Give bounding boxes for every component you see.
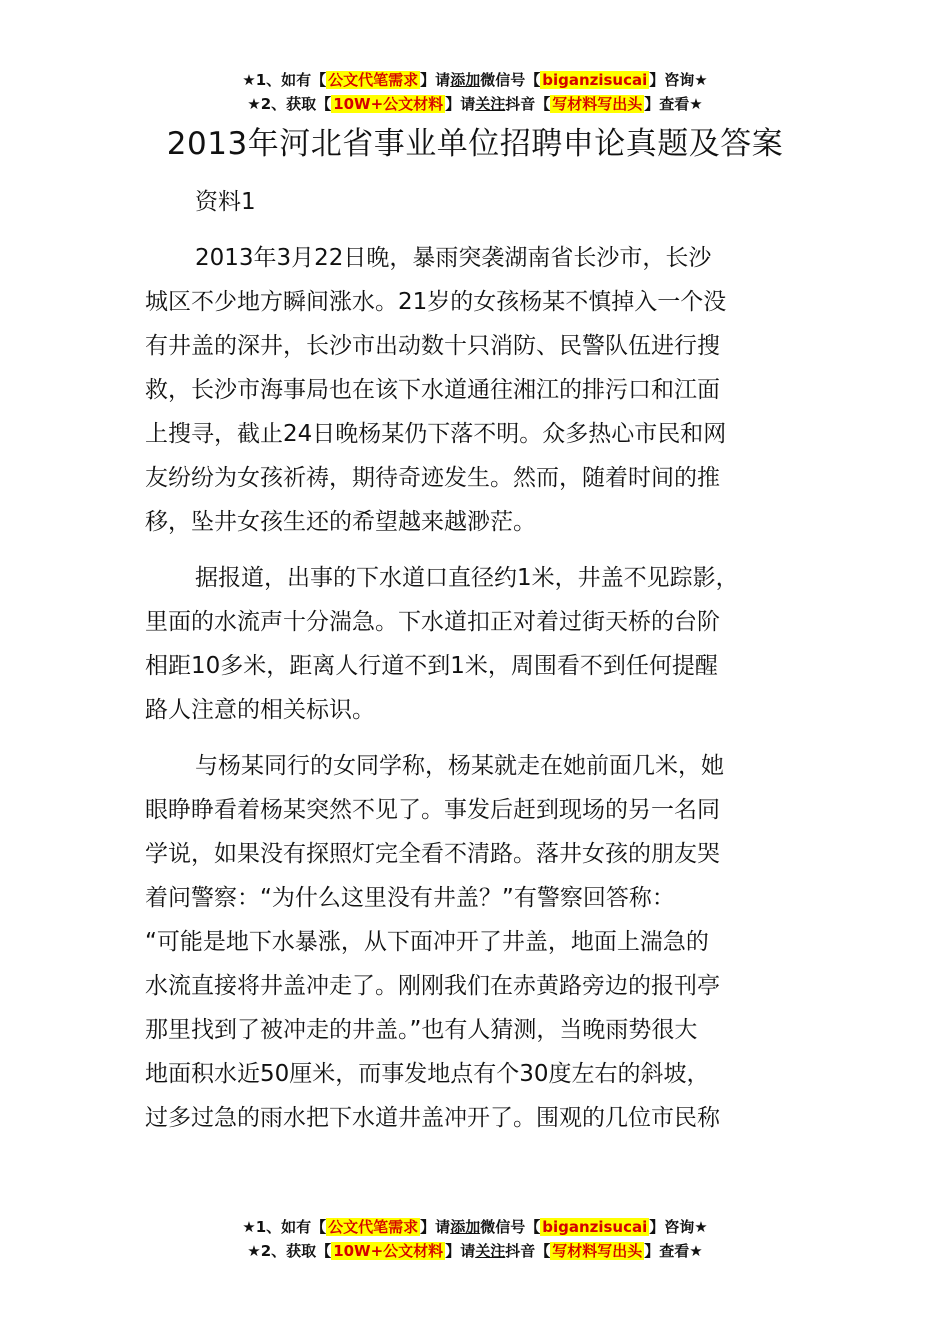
highlight-douyin-account: 写材料写出头 [552,95,643,113]
banner-text: 抖音【 [505,1242,551,1260]
text-line: 与杨某同行的女同学称，杨某就走在她前面几米，她 [195,753,724,779]
banner-text: 】请 [420,1218,451,1236]
paragraph-3 [145,744,835,1140]
text-line: 相距10多米，距离人行道不到1米，周围看不到任何提醒 [145,653,718,679]
banner-line-1 [0,68,950,92]
paragraph-1 [145,236,835,544]
banner-text: 】请 [445,95,476,113]
underlined-text: 关注 [475,95,506,113]
highlight-service: 公文代笔需求 [328,1218,419,1236]
text-line: 救，长沙市海事局也在该下水道通往湘江的排污口和江面 [145,377,720,403]
text-line: 据报道，出事的下水道口直径约1米，井盖不见踪影， [195,565,739,591]
text-line: 2013年3月22日晚，暴雨突袭湖南省长沙市，长沙 [195,245,712,271]
text-line: 那里找到了被冲走的井盖。”也有人猜测，当晚雨势很大 [145,1017,698,1043]
banner-text: ★1、如有【 [242,1218,327,1236]
underlined-text: 添加 [450,1218,481,1236]
highlight-douyin-account: 写材料写出头 [552,1242,643,1260]
text-line: 眼睁睁看着杨某突然不见了。事发后赶到现场的另一名同 [145,797,720,823]
highlight-wechat-id: biganzisucai [542,71,648,89]
text-line: 友纷纷为女孩祈祷，期待奇迹发生。然而，随着时间的推 [145,465,720,491]
banner-text: 】查看★ [644,95,703,113]
banner-text: 】请 [445,1242,476,1260]
banner-line-2 [0,1239,950,1263]
text-line: 路人注意的相关标识。 [145,697,375,723]
text-line: 着问警察：“为什么这里没有井盖？”有警察回答称： [145,885,675,911]
footer-banner [0,1215,950,1263]
banner-text: 】查看★ [644,1242,703,1260]
section-heading: 资料1 [195,189,256,215]
banner-text: ★1、如有【 [242,71,327,89]
highlight-wechat-id: biganzisucai [542,1218,648,1236]
text-line: 上搜寻，截止24日晚杨某仍下落不明。众多热心市民和网 [145,421,727,447]
text-line: 过多过急的雨水把下水道井盖冲开了。围观的几位市民称 [145,1105,720,1131]
highlight-materials: 10W+公文材料 [333,1242,444,1260]
document-title: 2013年河北省事业单位招聘申论真题及答案 [166,126,784,162]
paragraph-2 [145,556,835,732]
banner-text: 抖音【 [505,95,551,113]
highlight-service: 公文代笔需求 [328,71,419,89]
underlined-text: 关注 [475,1242,506,1260]
text-line: 地面积水近50厘米，而事发地点有个30度左右的斜坡， [145,1061,710,1087]
text-line: 学说，如果没有探照灯完全看不清路。落井女孩的朋友哭 [145,841,720,867]
banner-text: 微信号【 [480,1218,541,1236]
underlined-text: 添加 [450,71,481,89]
text-line: 移，坠井女孩生还的希望越来越渺茫。 [145,509,536,535]
document-body [145,180,835,1152]
banner-text: 】咨询★ [649,71,708,89]
text-line: “可能是地下水暴涨，从下面冲开了井盖，地面上湍急的 [145,929,709,955]
banner-line-1 [0,1215,950,1239]
text-line: 有井盖的深井，长沙市出动数十只消防、民警队伍进行搜 [145,333,720,359]
header-banner [0,68,950,116]
banner-text: 微信号【 [480,71,541,89]
banner-text: ★2、获取【 [247,1242,332,1260]
banner-text: ★2、获取【 [247,95,332,113]
banner-text: 】咨询★ [649,1218,708,1236]
text-line: 城区不少地方瞬间涨水。21岁的女孩杨某不慎掉入一个没 [145,289,727,315]
text-line: 里面的水流声十分湍急。下水道扣正对着过街天桥的台阶 [145,609,720,635]
banner-line-2 [0,92,950,116]
text-line: 水流直接将井盖冲走了。刚刚我们在赤黄路旁边的报刊亭 [145,973,720,999]
banner-text: 】请 [420,71,451,89]
highlight-materials: 10W+公文材料 [333,95,444,113]
